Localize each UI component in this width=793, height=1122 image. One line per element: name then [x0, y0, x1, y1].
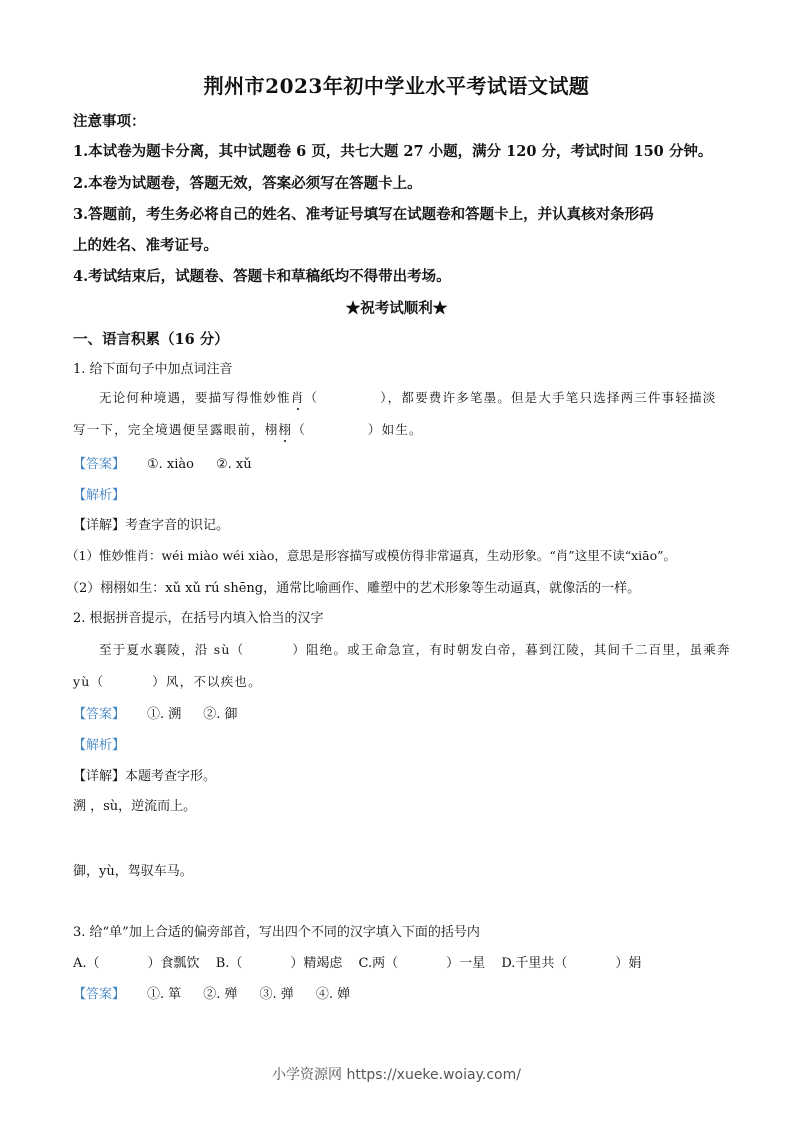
option-a: A.（ ）食瓢饮 — [73, 956, 200, 971]
answer-tag: 【答案】 — [73, 707, 126, 722]
dotted-char: 栩 — [278, 422, 293, 437]
answer-tag: 【答案】 — [73, 457, 126, 472]
question-3-options — [73, 952, 641, 971]
option-b: B.（ ）精竭虑 — [215, 956, 343, 971]
question-2-answer — [73, 703, 238, 722]
page-title: 荆州市2023年初中学业水平考试语文试题 — [203, 74, 590, 98]
answer-tag: 【答案】 — [73, 987, 126, 1002]
answer-item: ①. 溯 — [147, 707, 182, 722]
answer-item: ②. 御 — [203, 707, 238, 722]
passage-text: yù（ — [73, 674, 105, 689]
exam-wish: ★祝考试顺利★ — [345, 300, 448, 317]
answer-item: ①. 箪 — [147, 987, 182, 1002]
question-1-passage-line-1 — [99, 388, 716, 406]
analysis-tag: 【解析】 — [73, 738, 126, 753]
question-1-detail-2: （2）栩栩如生：xǔ xǔ rú shēng，通常比喻画作、雕塑中的艺术形象等生动逼真，就像活的一样。 — [66, 581, 641, 596]
analysis-tag: 【解析】 — [73, 488, 126, 503]
question-2-prompt: 2. 根据拼音提示，在括号内填入恰当的汉字 — [73, 611, 324, 626]
passage-text: （ — [304, 390, 319, 405]
question-1-answer — [73, 453, 252, 472]
watermark-footer: 小学资源网 https://xueke.woiay.com/ — [272, 1067, 521, 1083]
answer-item: ④. 婵 — [315, 987, 351, 1002]
question-1-detail-1: （1）惟妙惟肖：wéi miào wéi xiào，意思是形容描写或模仿得非常逼真，生动形象。“肖”这里不读“xiāo”。 — [66, 548, 677, 563]
question-3-answer — [73, 983, 350, 1002]
question-2-passage-line-2 — [73, 672, 262, 690]
notice-item-1: 1.本试卷为题卡分离，其中试题卷 6 页，共七大题 27 小题，满分 120 分，考试时间 150 分钟。 — [73, 143, 713, 160]
notice-heading: 注意事项： — [73, 113, 146, 130]
passage-text: （ — [292, 422, 306, 437]
passage-text: ）阻绝。或王命急宣，有时朝发白帝，暮到江陵，其间千二百里，虽乘奔 — [292, 642, 731, 657]
question-2-passage-line-1 — [99, 640, 731, 658]
question-3-prompt: 3. 给“单”加上合适的偏旁部首，写出四个不同的汉字填入下面的括号内 — [73, 925, 480, 940]
notice-item-2: 2.本卷为试题卷，答题无效，答案必须写在答题卡上。 — [73, 175, 422, 192]
passage-text: ）如生。 — [367, 422, 423, 437]
dotted-char: 肖 — [290, 390, 305, 405]
question-1-passage-line-2 — [73, 420, 423, 438]
answer-item: ②. 殚 — [203, 987, 238, 1002]
passage-text: 无论何种境遇，要描写得惟妙惟 — [99, 390, 291, 405]
question-2-detail-2: 御，yù，驾驭车马。 — [73, 864, 193, 879]
option-d: D.千里共（ ）娟 — [501, 956, 642, 971]
passage-text: 至于夏水襄陵，沿 sù（ — [99, 642, 245, 657]
notice-item-4: 4.考试结束后，试题卷、答题卡和草稿纸均不得带出考场。 — [73, 268, 451, 285]
question-2-detail-1: 溯 ，sù，逆流而上。 — [73, 799, 197, 814]
passage-text: 写一下，完全境遇便呈露眼前，栩 — [73, 422, 279, 437]
section-heading: 一、语言积累（16 分） — [73, 331, 229, 348]
passage-text: ）风，不以疾也。 — [152, 674, 262, 689]
answer-item: ③. 弹 — [259, 987, 294, 1002]
passage-text: ），都要费许多笔墨。但是大手笔只选择两三件事轻描淡 — [380, 390, 717, 405]
answer-item: ②. xǔ — [216, 457, 252, 472]
answer-item: ①. xiào — [147, 457, 195, 472]
notice-item-3-cont: 上的姓名、准考证号。 — [73, 237, 218, 254]
question-2-detail: 【详解】本题考查字形。 — [73, 769, 217, 784]
option-c: C.两（ ）一星 — [358, 956, 486, 971]
question-1-detail: 【详解】考查字音的识记。 — [73, 518, 230, 533]
question-1-prompt: 1. 给下面句子中加点词注音 — [73, 362, 233, 377]
notice-item-3: 3.答题前，考生务必将自己的姓名、准考证号填写在试题卷和答题卡上，并认真核对条形码 — [73, 206, 654, 223]
